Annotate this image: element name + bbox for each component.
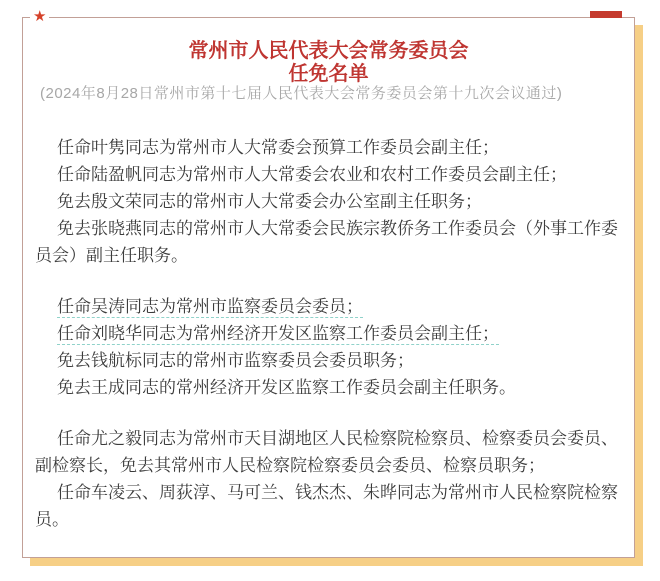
document-body — [35, 134, 622, 533]
red-bar-decoration — [590, 11, 622, 18]
appointment-text: 免去殷文荣同志的常州市人大常委会办公室副主任职务； — [57, 192, 482, 211]
appointment-text-underlined: 任命刘晓华同志为常州经济开发区监察工作委员会副主任； — [57, 324, 499, 343]
star-icon: ★ — [30, 7, 49, 26]
meeting-meta: (2024年8月28日常州市第十七届人民代表大会常务委员会第十九次会议通过) — [40, 85, 563, 102]
appointment-text: 任命叶隽同志为常州市人大常委会预算工作委员会副主任； — [57, 138, 499, 157]
page-title-line2: 任免名单 — [288, 63, 369, 85]
appointment-line — [35, 479, 622, 533]
paragraph-group-2 — [35, 293, 622, 401]
appointment-line — [35, 215, 622, 269]
appointment-line — [35, 347, 622, 374]
appointment-text: 免去钱航标同志的常州市监察委员会委员职务； — [57, 351, 414, 370]
appointment-line — [35, 188, 622, 215]
page-title-line1: 常州市人民代表大会常务委员会 — [188, 40, 469, 62]
appointment-text: 免去张晓燕同志的常州市人大常委会民族宗教侨务工作委员会（外事工作委员会）副主任职务。 — [35, 219, 618, 265]
appointment-line — [35, 134, 622, 161]
paragraph-group-3 — [35, 425, 622, 533]
paragraph-group-1 — [35, 134, 622, 269]
appointment-text-underlined: 任命吴涛同志为常州市监察委员会委员； — [57, 297, 363, 316]
appointment-line — [35, 374, 622, 401]
appointment-text: 任命陆盈帆同志为常州市人大常委会农业和农村工作委员会副主任； — [57, 165, 567, 184]
appointment-text: 任命尤之毅同志为常州市天目湖地区人民检察院检察员、检察委员会委员、副检察长，免去其常州市人民检察院检察委员会委员、检察员职务； — [35, 429, 618, 475]
card-content — [23, 18, 634, 533]
appointment-line — [35, 161, 622, 188]
appointment-line — [35, 293, 622, 320]
appointment-text: 免去王成同志的常州经济开发区监察工作委员会副主任职务。 — [57, 378, 516, 397]
appointment-line — [35, 320, 622, 347]
appointment-line — [35, 425, 622, 479]
appointment-text: 任命车凌云、周荻淳、马可兰、钱杰杰、朱晔同志为常州市人民检察院检察员。 — [35, 483, 618, 529]
content-card — [22, 17, 635, 558]
